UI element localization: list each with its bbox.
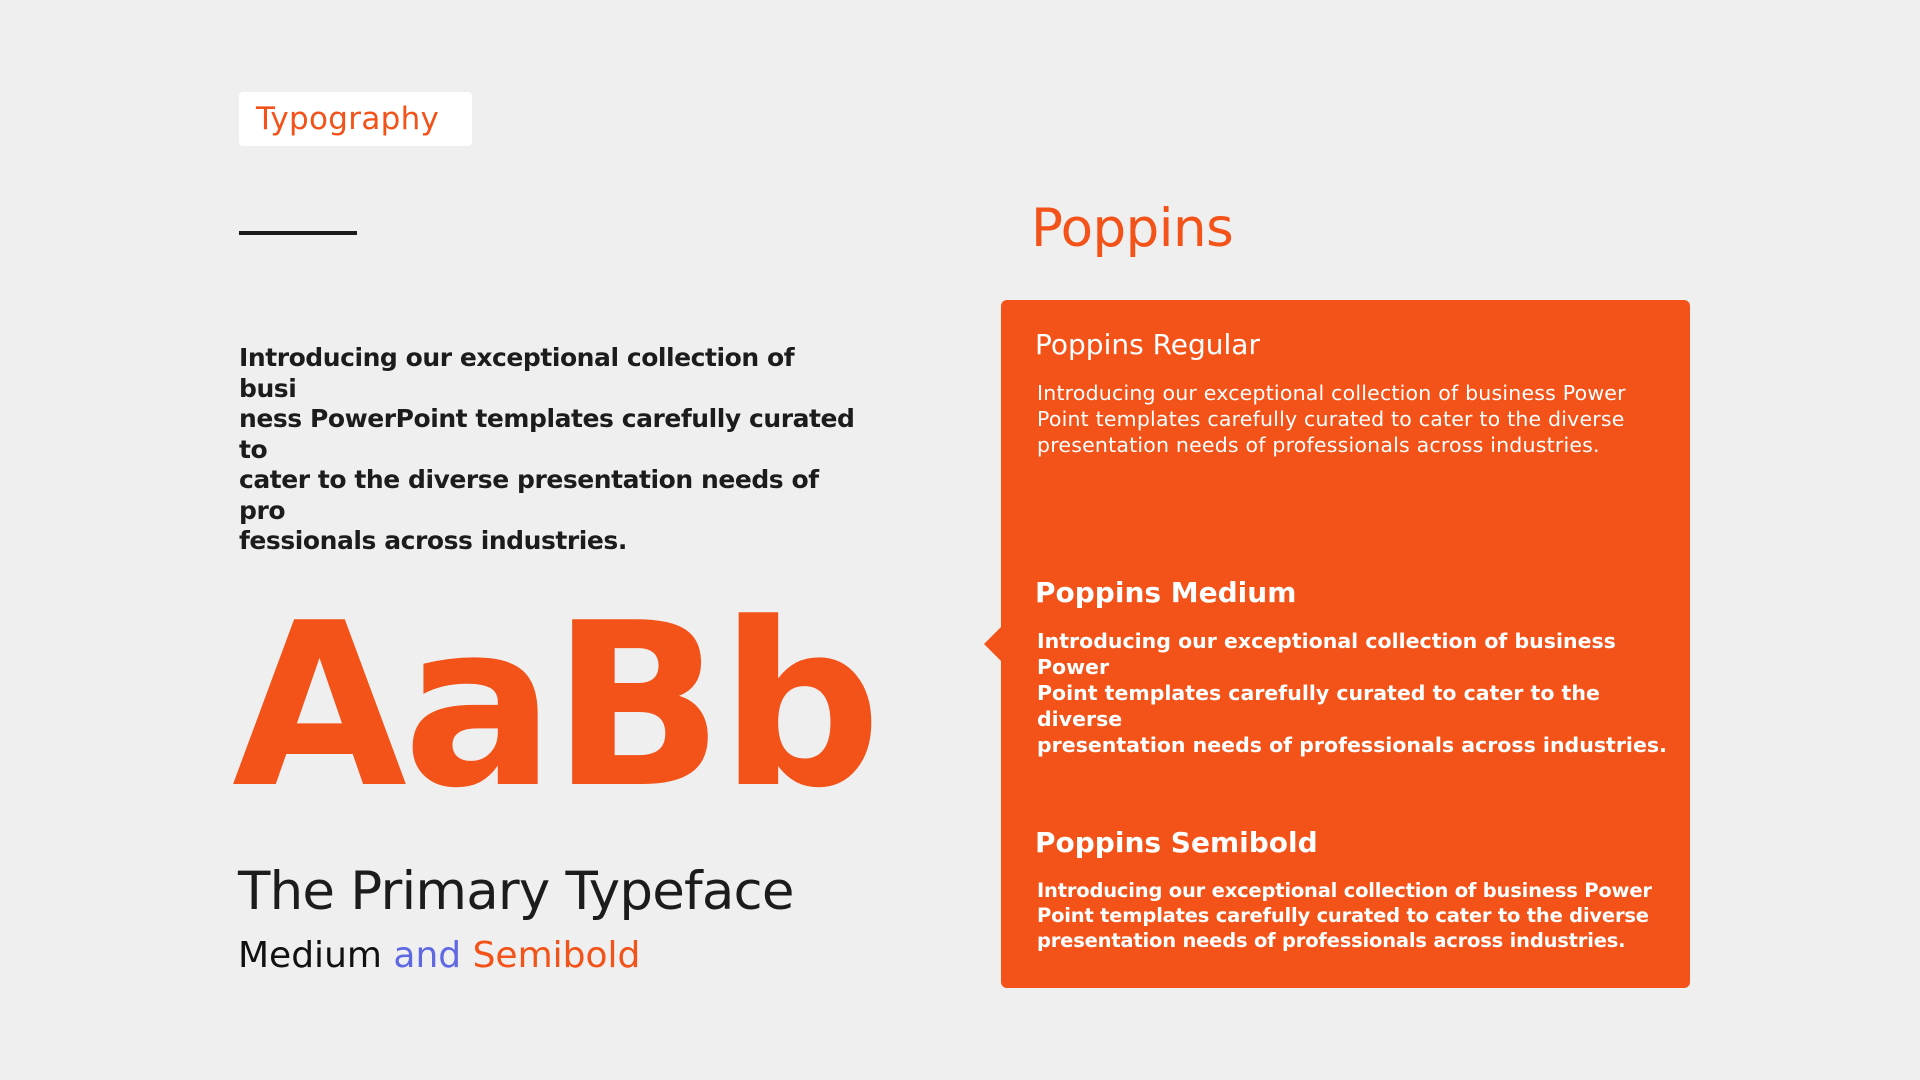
weight-name-medium: Poppins Medium	[1035, 576, 1297, 609]
weight-block-regular	[1035, 324, 1675, 458]
card-pointer	[984, 626, 1002, 662]
type-specimen: AaBb	[232, 575, 878, 838]
primary-typeface-heading: The Primary Typeface	[238, 861, 794, 922]
weights-caption-and: and	[393, 935, 462, 976]
divider-rule	[239, 231, 357, 235]
intro-paragraph: Introducing our exceptional collection of busi ness PowerPoint templates carefully curated to cater to the diverse presentation needs of pro fessionals across industries.	[239, 343, 855, 555]
font-family-title: Poppins	[1031, 198, 1234, 259]
weight-sample-semibold: Introducing our exceptional collection of business Power Point templates carefully curated to cater to the diverse presentation needs of professionals across industries.	[1037, 879, 1652, 952]
weights-caption-medium: Medium	[238, 935, 394, 976]
typography-tag: Typography	[239, 92, 472, 146]
weight-sample-medium: Introducing our exceptional collection of business Power Point templates carefully curated to cater to the diverse presentation needs of professionals across industries.	[1037, 629, 1667, 757]
weight-block-semibold	[1035, 822, 1675, 953]
weight-name-semibold: Poppins Semibold	[1035, 826, 1318, 859]
font-weights-card	[1001, 300, 1690, 988]
weight-block-medium	[1035, 572, 1675, 758]
weights-caption	[238, 932, 640, 980]
weight-name-regular: Poppins Regular	[1035, 328, 1260, 361]
weight-sample-regular: Introducing our exceptional collection of business Power Point templates carefully curated to cater to the diverse presentation needs of professionals across industries.	[1037, 381, 1626, 457]
weights-caption-semibold: Semibold	[461, 935, 641, 976]
